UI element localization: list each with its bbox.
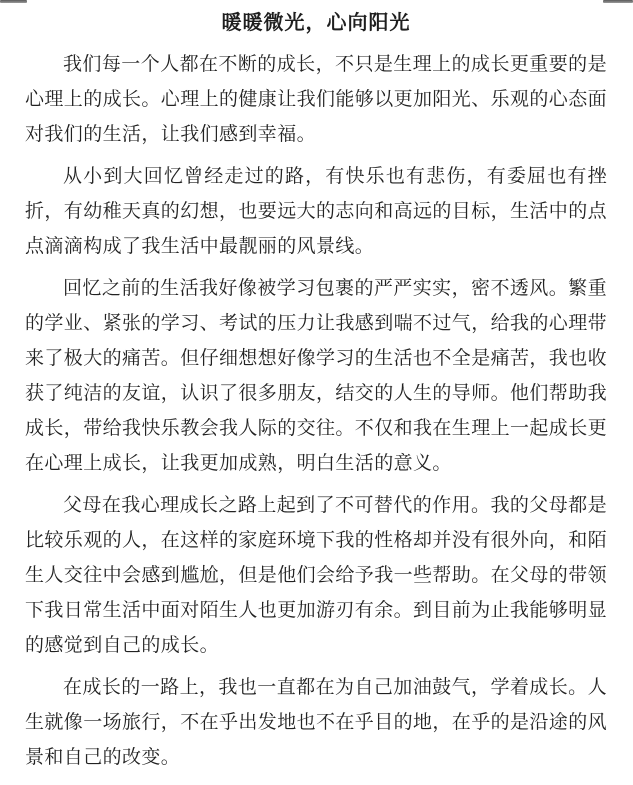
essay-paragraph-5: 在成长的一路上，我也一直都在为自己加油鼓气，学着成长。人生就像一场旅行，不在乎出发地也不在乎目的地，在乎的是沿途的风景和自己的改变。 <box>25 677 608 768</box>
essay-paragraph-3: 回忆之前的生活我好像被学习包裹的严严实实，密不透风。繁重的学业、紧张的学习、考试的压力让我感到喘不过气，给我的心理带来了极大的痛苦。但仔细想想好像学习的生活也不全是痛苦，我也收获了纯洁的友谊，认识了很多朋友，结交的人生的导师。他们帮助我成长，带给我快乐教会我人际的交往。不仅和我在生理上一起成长更在心理上成长，让我更加成熟，明白生活的意义。 <box>25 278 608 474</box>
scan-artifact-top-right <box>603 0 633 3</box>
essay-paragraph-1: 我们每一个人都在不断的成长，不只是生理上的成长更重要的是心理上的成长。心理上的健康让我们能够以更加阳光、乐观的心态面对我们的生活，让我们感到幸福。 <box>25 54 608 145</box>
essay-paragraph-2: 从小到大回忆曾经走过的路，有快乐也有悲伤，有委屈也有挫折，有幼稚天真的幻想，也要远大的志向和高远的目标，生活中的点点滴滴构成了我生活中最靓丽的风景线。 <box>25 166 608 257</box>
essay-title: 暖暖微光，心向阳光 <box>221 12 411 34</box>
scan-artifact-top-left <box>0 0 27 3</box>
essay-paragraph-4: 父母在我心理成长之路上起到了不可替代的作用。我的父母都是比较乐观的人，在这样的家庭环境下我的性格却并没有很外向，和陌生人交往中会感到尴尬，但是他们会给予我一些帮助。在父母的带领下我日常生活中面对陌生人也更加游刃有余。到目前为止我能够明显的感觉到自己的成长。 <box>25 495 608 656</box>
